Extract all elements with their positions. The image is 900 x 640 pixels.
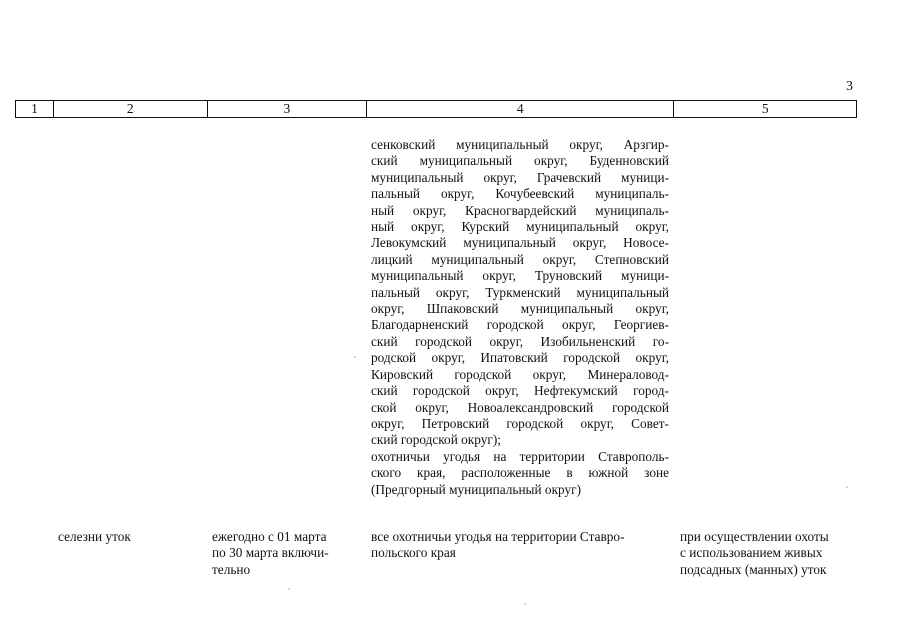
- territory-text-line: лицкий муниципальный округ, Степновский: [371, 251, 669, 267]
- header-cell-4: 4: [367, 101, 674, 117]
- territory-text-line: ный округ, Красногвардейский муниципаль-: [371, 202, 669, 218]
- territory-text-line: ский муниципальный округ, Буденновский: [371, 153, 669, 169]
- territory-text-line: Левокумский муниципальный округ, Новосе-: [371, 235, 669, 251]
- territory-text-line: ный округ, Курский муниципальный округ,: [371, 219, 669, 235]
- header-cell-1: 1: [16, 101, 54, 117]
- row-species-cell: селезни уток: [58, 529, 131, 544]
- territory-text-line: пальный округ, Туркменский муниципальный: [371, 284, 669, 300]
- territory-text-line: Кировский городской округ, Минераловод-: [371, 366, 669, 382]
- territory-text-line: родской округ, Ипатовский городской округ,: [371, 350, 669, 366]
- scan-speck: [524, 603, 526, 605]
- territory-text-line: пальный округ, Кочубеевский муниципаль-: [371, 186, 669, 202]
- row-conditions-cell: при осуществлении охоты с использованием живых подсадных (манных) уток: [680, 529, 829, 577]
- continuation-territory-text: [371, 137, 669, 498]
- territory-text-line: охотничьи угодья на территории Ставрополь-: [371, 448, 669, 464]
- territory-text-line: муниципальный округ, Грачевский муници-: [371, 169, 669, 185]
- territory-text-line: муниципальный округ, Труновский муници-: [371, 268, 669, 284]
- territory-text-line: Благодарненский городской округ, Георгиев-: [371, 317, 669, 333]
- header-cell-5: 5: [761, 101, 769, 116]
- territory-text-line: ский городской округ, Нефтекумский город-: [371, 383, 669, 399]
- territory-text-line: сенковский муниципальный округ, Арзгир-: [371, 137, 669, 152]
- territory-text-line: (Предгорный муниципальный округ): [371, 481, 582, 497]
- header-cell-3: 3: [208, 101, 368, 117]
- territory-text-line: ский городской округ);: [371, 432, 501, 448]
- territory-text-line: округ, Петровский городской округ, Совет-: [371, 415, 669, 431]
- table-header-row: [15, 100, 857, 118]
- header-cell-2: 2: [54, 101, 208, 117]
- territory-text-line: ского края, расположенные в южной зоне: [371, 465, 669, 481]
- page-number: 3: [846, 79, 853, 94]
- territory-text-line: ской округ, Новоалександровский городской: [371, 399, 669, 415]
- row-period-cell: ежегодно с 01 марта по 30 марта включи- тельно: [212, 529, 329, 577]
- row-territory-cell: все охотничьи угодья на территории Ставро- польского края: [371, 529, 625, 561]
- territory-text-line: округ, Шпаковский муниципальный округ,: [371, 301, 669, 317]
- scan-speck: [288, 588, 290, 590]
- scan-speck: [846, 486, 848, 488]
- scan-speck: [354, 356, 356, 358]
- territory-text-line: ский городской округ, Изобильненский го-: [371, 333, 669, 349]
